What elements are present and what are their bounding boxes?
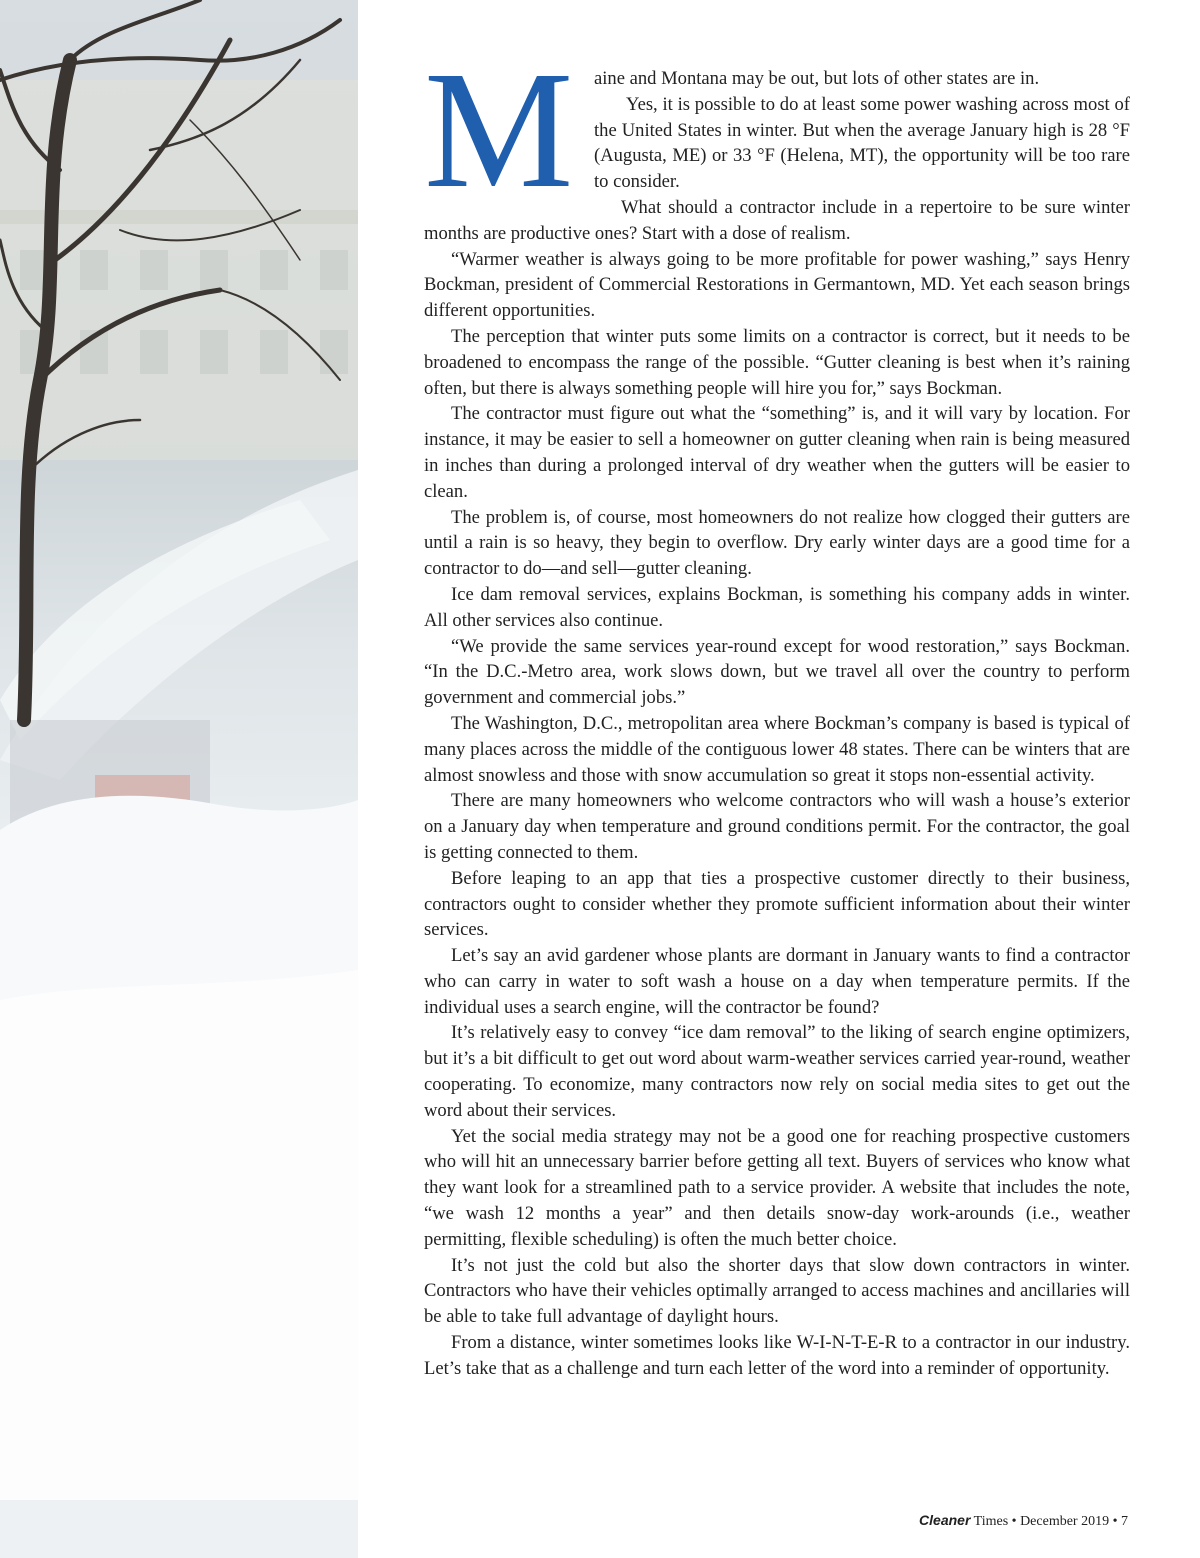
article-paragraph: From a distance, winter sometimes looks like W-I-N-T-E-R to a contractor in our industry. Let’s take that as a challenge and turn each letter of the word into a reminder of opportunity. — [424, 1332, 1130, 1379]
article-paragraph: It’s not just the cold but also the shorter days that slow down contractors in winter. Contractors who have their vehicles optimally arranged to access machines and ancillaries will be able to take full advantage of daylight hours. — [424, 1254, 1130, 1328]
winter-scene-illustration — [0, 0, 358, 1558]
snow-blower-photo — [0, 0, 358, 1558]
article-paragraph: There are many homeowners who welcome contractors who will wash a house’s exterior on a January day when temperature and ground conditions permit. For the contractor, the goal is getting connected to them. — [424, 790, 1130, 863]
article-paragraph: Before leaping to an app that ties a prospective customer directly to their business, contractors ought to consider whether they promote sufficient information about their winter services. — [424, 867, 1130, 941]
magazine-name: Cleaner — [919, 1512, 971, 1528]
page-number: 7 — [1121, 1514, 1128, 1529]
article-paragraph-text: Yes, it is possible to do at least some power washing across most of the United States in winter. But when the average January high is 28 °F (Augusta, ME) or 33 °F (Helena, MT), the opportunity will be too rare to consider. — [594, 93, 1130, 193]
article-body — [424, 37, 1130, 1382]
article-paragraph: Let’s say an avid gardener whose plants are dormant in January wants to find a contractor who can carry in water to soft wash a house on a day when temperature permits. If the individual uses a search engine, will the contractor be found? — [424, 945, 1130, 1018]
magazine-name-suffix: Times — [973, 1514, 1009, 1529]
article-paragraph: aine and Montana may be out, but lots of other states are in. — [594, 68, 1040, 89]
article-paragraph: “We provide the same services year-round except for wood restoration,” says Bockman. “In the D.C.-Metro area, work slows down, but we travel all over the country to perform government and commercial jobs.” — [424, 635, 1130, 709]
drop-cap: M — [424, 37, 574, 223]
issue-date: December 2019 — [1020, 1514, 1110, 1529]
footer-separator: • — [1112, 1514, 1118, 1529]
article-paragraph: The problem is, of course, most homeowners do not realize how clogged their gutters are until a rain is so heavy, they begin to overflow. Dry early winter days are a good time for a contractor to do—and sell—gutter cleaning. — [424, 506, 1130, 580]
article-paragraph: It’s relatively easy to convey “ice dam removal” to the liking of search engine optimizers, but it’s a bit difficult to get out word about warm-weather services carried year-round, weather cooperating. To economize, many contractors now rely on social media sites to get out the word about their services. — [424, 1022, 1130, 1121]
article-paragraph: The contractor must figure out what the “something” is, and it will vary by location. For instance, it may be easier to sell a homeowner on gutter cleaning when rain is being measured in inches than during a prolonged interval of dry weather when the gutters will be easier to clean. — [424, 403, 1130, 502]
article-paragraph: The perception that winter puts some limits on a contractor is correct, but it needs to be broadened to encompass the range of the possible. “Gutter cleaning is best when it’s raining often, but there is always something people will hire you for,” says Bockman. — [424, 325, 1130, 399]
article-paragraph: The Washington, D.C., metropolitan area where Bockman’s company is based is typical of many places across the middle of the contiguous lower 48 states. There can be winters that are almost snowless and those with snow accumulation so great it stops non-essential activity. — [424, 712, 1130, 786]
article-paragraph: Ice dam removal services, explains Bockman, is something his company adds in winter. All other services also continue. — [424, 583, 1130, 631]
page-footer — [919, 1512, 1128, 1530]
article-paragraph: Yet the social media strategy may not be a good one for reaching prospective customers who will hit an unnecessary barrier before getting all text. Buyers of services who know what they want look for a streamlined path to a service provider. A website that includes the note, “we wash 12 months a year” and then details snow-day work-arounds (i.e., weather permitting, flexible scheduling) is often the much better choice. — [424, 1125, 1130, 1250]
article-paragraph: “Warmer weather is always going to be more profitable for power washing,” says Henry Bockman, president of Commercial Restorations in Germantown, MD. Yet each season brings different opportunities. — [424, 248, 1130, 322]
footer-separator: • — [1011, 1514, 1017, 1529]
article-paragraph: What should a contractor include in a repertoire to be sure winter months are productive ones? Start with a dose of realism. — [424, 196, 1130, 244]
